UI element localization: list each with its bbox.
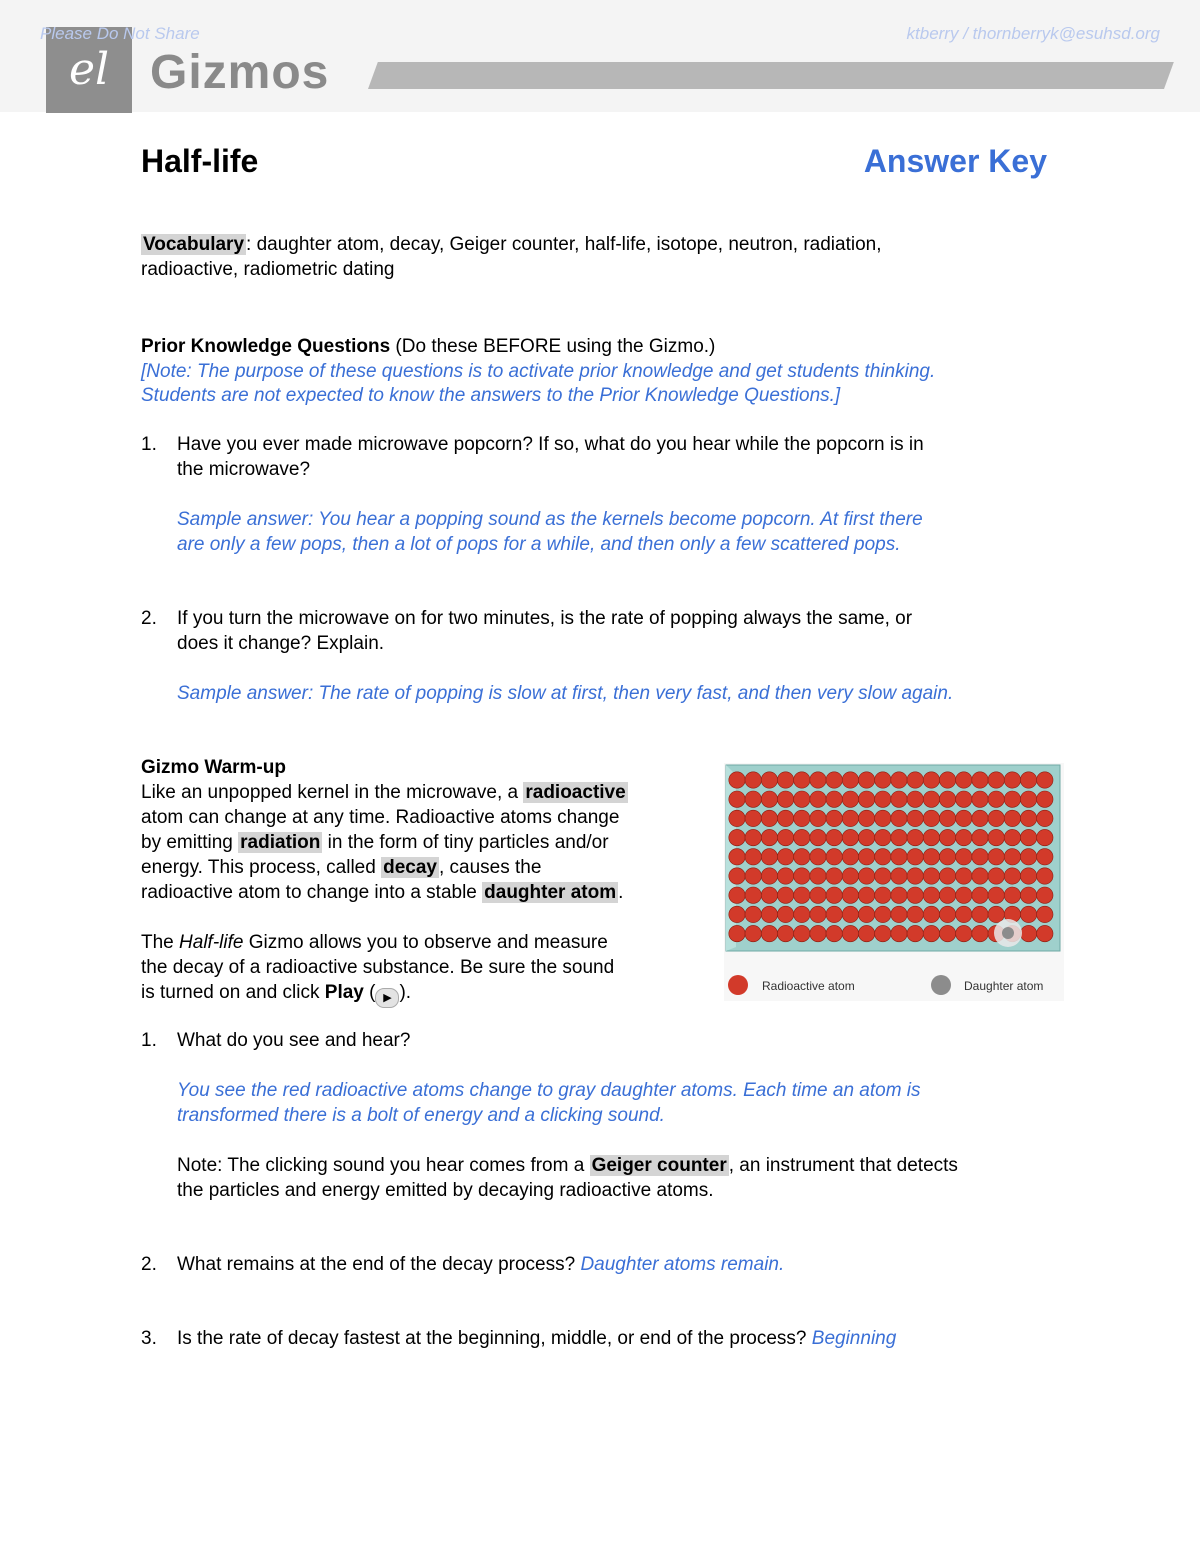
half-life-simulation-image xyxy=(724,763,1064,1001)
radioactive-atom xyxy=(826,887,842,903)
radioactive-atom xyxy=(988,887,1004,903)
radioactive-atom xyxy=(810,772,826,788)
vocabulary-terms: : daughter atom, decay, Geiger counter, half-life, isotope, neutron, radiation, xyxy=(246,234,882,255)
radioactive-atom xyxy=(777,906,793,922)
radioactive-atom xyxy=(923,887,939,903)
daughter-atom-legend-icon xyxy=(931,975,951,995)
radioactive-atom xyxy=(794,772,810,788)
question-number: 2. xyxy=(141,608,157,629)
radioactive-atom xyxy=(810,868,826,884)
radioactive-atom xyxy=(858,791,874,807)
question-number: 1. xyxy=(141,434,157,455)
radioactive-atom xyxy=(777,772,793,788)
radioactive-atom xyxy=(907,772,923,788)
radioactive-atom xyxy=(810,829,826,845)
radioactive-atom xyxy=(761,829,777,845)
radioactive-atom xyxy=(826,791,842,807)
radioactive-atom xyxy=(988,906,1004,922)
warmup-q2-text: What remains at the end of the decay process? xyxy=(177,1254,581,1275)
radioactive-atom xyxy=(1037,810,1053,826)
radioactive-atom xyxy=(777,887,793,903)
radioactive-atom xyxy=(729,849,745,865)
warmup-q3-text: Is the rate of decay fastest at the beginning, middle, or end of the process? xyxy=(177,1328,812,1349)
radioactive-atom xyxy=(842,887,858,903)
radioactive-atom xyxy=(1037,772,1053,788)
radioactive-atom xyxy=(972,906,988,922)
radioactive-atom xyxy=(875,868,891,884)
warmup-p2-text: ). xyxy=(399,982,412,1003)
prior-q2-line-2: does it change? Explain. xyxy=(177,633,385,654)
warmup-q2 xyxy=(177,1252,784,1277)
radioactive-atom xyxy=(761,906,777,922)
radioactive-atom xyxy=(745,906,761,922)
radioactive-atom xyxy=(794,810,810,826)
warmup-p1-text: energy. This process, called xyxy=(141,857,382,878)
watermark-share-notice: Please Do Not Share xyxy=(40,24,200,43)
radioactive-atom xyxy=(956,887,972,903)
radioactive-atom xyxy=(761,772,777,788)
radioactive-atom-legend-icon xyxy=(728,975,748,995)
radioactive-atom xyxy=(1037,925,1053,941)
prior-a1-line-2: are only a few pops, then a lot of pops for a while, and then only a few scattered pops. xyxy=(177,534,901,555)
radioactive-atom xyxy=(826,849,842,865)
radioactive-atom xyxy=(907,868,923,884)
radioactive-atom xyxy=(729,868,745,884)
radioactive-atom xyxy=(842,849,858,865)
radioactive-atom xyxy=(729,810,745,826)
radioactive-atom xyxy=(1004,791,1020,807)
radioactive-atom xyxy=(745,887,761,903)
radioactive-atom xyxy=(777,829,793,845)
radioactive-atom xyxy=(1004,887,1020,903)
radioactive-atom xyxy=(826,868,842,884)
radioactive-atom xyxy=(875,887,891,903)
radioactive-atom xyxy=(972,829,988,845)
radioactive-atom xyxy=(842,829,858,845)
radioactive-atom xyxy=(875,925,891,941)
header-decorative-bar xyxy=(368,62,1174,89)
geiger-note-text: Note: The clicking sound you hear comes from a xyxy=(177,1155,590,1176)
radioactive-atom xyxy=(956,925,972,941)
radioactive-atom xyxy=(729,829,745,845)
warmup-a1-line-1: You see the red radioactive atoms change to gray daughter atoms. Each time an atom is xyxy=(177,1080,921,1101)
radioactive-atom xyxy=(891,868,907,884)
radioactive-atom xyxy=(761,868,777,884)
radioactive-atom xyxy=(972,849,988,865)
radioactive-atom xyxy=(923,772,939,788)
daughter-atom xyxy=(1002,927,1014,939)
play-icon: ▶ xyxy=(375,988,399,1008)
warmup-q3 xyxy=(177,1326,896,1351)
radioactive-atom xyxy=(972,868,988,884)
radioactive-atom xyxy=(891,906,907,922)
atom-grid-illustration xyxy=(724,763,1064,1001)
vocabulary-label: Vocabulary xyxy=(143,234,245,255)
radioactive-atom xyxy=(972,791,988,807)
warmup-p1-text: in the form of tiny particles and/or xyxy=(322,832,609,853)
radioactive-atom xyxy=(810,906,826,922)
warmup-a2: Daughter atoms remain. xyxy=(580,1254,785,1275)
warmup-p1-line-1 xyxy=(141,780,628,805)
radioactive-atom xyxy=(907,925,923,941)
radioactive-atom xyxy=(939,887,955,903)
radioactive-atom xyxy=(939,849,955,865)
radioactive-atom xyxy=(745,829,761,845)
radioactive-atom xyxy=(939,791,955,807)
prior-q2-line-1: If you turn the microwave on for two minutes, is the rate of popping always the same, or xyxy=(177,608,913,629)
warmup-p2-text: Gizmo allows you to observe and measure xyxy=(243,932,608,953)
radioactive-atom xyxy=(761,849,777,865)
radioactive-atom xyxy=(875,829,891,845)
radioactive-atom xyxy=(794,849,810,865)
play-label: Play xyxy=(324,982,364,1003)
radioactive-atom xyxy=(842,810,858,826)
prior-knowledge-title: Prior Knowledge Questions xyxy=(141,336,391,357)
radioactive-atom xyxy=(875,906,891,922)
legend-daughter-label: Daughter atom xyxy=(964,979,1044,993)
warmup-p1-text: radioactive atom to change into a stable xyxy=(141,882,483,903)
legend-radioactive-label: Radioactive atom xyxy=(762,979,855,993)
radioactive-atom xyxy=(875,791,891,807)
radioactive-atom xyxy=(777,849,793,865)
radioactive-atom xyxy=(858,810,874,826)
radioactive-atom xyxy=(826,829,842,845)
radioactive-atom xyxy=(923,849,939,865)
radioactive-atom xyxy=(826,810,842,826)
radioactive-atom xyxy=(1020,887,1036,903)
radioactive-atom xyxy=(777,810,793,826)
radioactive-atom xyxy=(810,925,826,941)
warmup-p1-line-3 xyxy=(141,830,609,855)
geiger-note-line-2: the particles and energy emitted by decaying radioactive atoms. xyxy=(177,1180,714,1201)
radioactive-atom xyxy=(810,791,826,807)
radioactive-atom xyxy=(761,791,777,807)
geiger-note-text: , an instrument that detects xyxy=(728,1155,958,1176)
radioactive-atom xyxy=(729,906,745,922)
radioactive-atom xyxy=(1037,829,1053,845)
warmup-p2-line-2: the decay of a radioactive substance. Be sure the sound xyxy=(141,957,615,978)
radioactive-atom xyxy=(956,772,972,788)
geiger-note-line-1 xyxy=(177,1153,958,1178)
radioactive-atom xyxy=(745,849,761,865)
term-daughter-atom: daughter atom xyxy=(484,882,617,903)
radioactive-atom xyxy=(1020,829,1036,845)
question-number: 1. xyxy=(141,1030,157,1051)
radioactive-atom xyxy=(923,829,939,845)
radioactive-atom xyxy=(1004,810,1020,826)
question-number: 2. xyxy=(141,1254,157,1275)
radioactive-atom xyxy=(777,791,793,807)
prior-a1-line-1: Sample answer: You hear a popping sound as the kernels become popcorn. At first there xyxy=(177,509,923,530)
radioactive-atom xyxy=(1004,868,1020,884)
warmup-p2-text: The xyxy=(141,932,180,953)
radioactive-atom xyxy=(939,925,955,941)
radioactive-atom xyxy=(988,849,1004,865)
radioactive-atom xyxy=(794,925,810,941)
radioactive-atom xyxy=(1004,829,1020,845)
radioactive-atom xyxy=(794,887,810,903)
warmup-p1-line-5 xyxy=(141,880,623,905)
warmup-p1-text: by emitting xyxy=(141,832,239,853)
radioactive-atom xyxy=(794,906,810,922)
radioactive-atom xyxy=(875,772,891,788)
radioactive-atom xyxy=(842,868,858,884)
radioactive-atom xyxy=(972,810,988,826)
gizmo-name: Half-life xyxy=(179,932,244,953)
radioactive-atom xyxy=(956,849,972,865)
radioactive-atom xyxy=(1037,868,1053,884)
radioactive-atom xyxy=(777,868,793,884)
radioactive-atom xyxy=(923,810,939,826)
radioactive-atom xyxy=(923,791,939,807)
radioactive-atom xyxy=(1020,791,1036,807)
radioactive-atom xyxy=(1004,849,1020,865)
radioactive-atom xyxy=(810,887,826,903)
radioactive-atom xyxy=(907,849,923,865)
radioactive-atom xyxy=(956,810,972,826)
radioactive-atom xyxy=(729,772,745,788)
question-number: 3. xyxy=(141,1328,157,1349)
term-decay: decay xyxy=(383,857,437,878)
warmup-p1-text: Like an unpopped kernel in the microwave, a xyxy=(141,782,524,803)
radioactive-atom xyxy=(891,849,907,865)
radioactive-atom xyxy=(891,829,907,845)
warmup-p2-line-3 xyxy=(141,980,411,1008)
radioactive-atom xyxy=(858,772,874,788)
warmup-p1-line-4 xyxy=(141,855,541,880)
radioactive-atom xyxy=(1020,925,1036,941)
warmup-title: Gizmo Warm-up xyxy=(141,757,286,778)
radioactive-atom xyxy=(875,849,891,865)
radioactive-atom xyxy=(794,791,810,807)
warmup-p1-text: . xyxy=(618,882,624,903)
radioactive-atom xyxy=(842,925,858,941)
radioactive-atom xyxy=(956,791,972,807)
radioactive-atom xyxy=(988,868,1004,884)
radioactive-atom xyxy=(1020,810,1036,826)
radioactive-atom xyxy=(923,906,939,922)
radioactive-atom xyxy=(972,925,988,941)
radioactive-atom xyxy=(842,791,858,807)
radioactive-atom xyxy=(1037,849,1053,865)
radioactive-atom xyxy=(858,925,874,941)
radioactive-atom xyxy=(745,868,761,884)
radioactive-atom xyxy=(939,906,955,922)
radioactive-atom xyxy=(842,772,858,788)
warmup-p2-line-1 xyxy=(141,930,608,955)
logo-wordmark: Gizmos xyxy=(150,46,330,99)
radioactive-atom xyxy=(745,791,761,807)
radioactive-atom xyxy=(923,925,939,941)
radioactive-atom xyxy=(891,791,907,807)
radioactive-atom xyxy=(858,906,874,922)
radioactive-atom xyxy=(810,849,826,865)
term-radioactive: radioactive xyxy=(525,782,626,803)
radioactive-atom xyxy=(761,887,777,903)
radioactive-atom xyxy=(810,810,826,826)
radioactive-atom xyxy=(907,791,923,807)
radioactive-atom xyxy=(972,772,988,788)
radioactive-atom xyxy=(907,810,923,826)
warmup-p2-text: ( xyxy=(363,982,376,1003)
radioactive-atom xyxy=(988,791,1004,807)
radioactive-atom xyxy=(988,810,1004,826)
radioactive-atom xyxy=(1004,772,1020,788)
radioactive-atom xyxy=(826,906,842,922)
radioactive-atom xyxy=(988,772,1004,788)
radioactive-atom xyxy=(858,887,874,903)
watermark-user: ktberry / thornberryk@esuhsd.org xyxy=(906,24,1160,43)
prior-note-line-1: [Note: The purpose of these questions is to activate prior knowledge and get students thinking. xyxy=(141,361,936,382)
radioactive-atom xyxy=(729,925,745,941)
radioactive-atom xyxy=(858,868,874,884)
warmup-q1: What do you see and hear? xyxy=(177,1030,411,1051)
radioactive-atom xyxy=(907,906,923,922)
radioactive-atom xyxy=(891,925,907,941)
radioactive-atom xyxy=(777,925,793,941)
radioactive-atom xyxy=(939,829,955,845)
radioactive-atom xyxy=(858,849,874,865)
radioactive-atom xyxy=(761,925,777,941)
radioactive-atom xyxy=(1037,791,1053,807)
radioactive-atom xyxy=(826,772,842,788)
radioactive-atom xyxy=(891,810,907,826)
radioactive-atom xyxy=(1020,906,1036,922)
logo-mark: el xyxy=(68,44,110,95)
prior-note-line-2: Students are not expected to know the answers to the Prior Knowledge Questions.] xyxy=(141,385,841,406)
prior-a2-line-1: Sample answer: The rate of popping is slow at first, then very fast, and then very slow again. xyxy=(177,683,954,704)
radioactive-atom xyxy=(891,887,907,903)
vocabulary-line-2: radioactive, radiometric dating xyxy=(141,259,395,280)
vocabulary-line-1 xyxy=(141,232,882,257)
prior-knowledge-heading xyxy=(141,334,715,359)
term-radiation: radiation xyxy=(240,832,321,853)
radioactive-atom xyxy=(956,829,972,845)
radioactive-atom xyxy=(1037,887,1053,903)
prior-knowledge-instructions: (Do these BEFORE using the Gizmo.) xyxy=(390,336,716,357)
radioactive-atom xyxy=(745,810,761,826)
radioactive-atom xyxy=(1037,906,1053,922)
radioactive-atom xyxy=(891,772,907,788)
radioactive-atom xyxy=(745,772,761,788)
radioactive-atom xyxy=(826,925,842,941)
page-title: Half-life xyxy=(141,143,259,179)
warmup-p1-text: , causes the xyxy=(438,857,542,878)
radioactive-atom xyxy=(794,829,810,845)
prior-q1-line-2: the microwave? xyxy=(177,459,311,480)
radioactive-atom xyxy=(1020,772,1036,788)
radioactive-atom xyxy=(1020,868,1036,884)
radioactive-atom xyxy=(1020,849,1036,865)
radioactive-atom xyxy=(875,810,891,826)
radioactive-atom xyxy=(988,829,1004,845)
radioactive-atom xyxy=(956,868,972,884)
warmup-a1-line-2: transformed there is a bolt of energy and a clicking sound. xyxy=(177,1105,665,1126)
radioactive-atom xyxy=(923,868,939,884)
radioactive-atom xyxy=(761,810,777,826)
radioactive-atom xyxy=(956,906,972,922)
radioactive-atom xyxy=(907,829,923,845)
radioactive-atom xyxy=(907,887,923,903)
answer-key-label: Answer Key xyxy=(863,143,1047,179)
radioactive-atom xyxy=(939,772,955,788)
radioactive-atom xyxy=(939,810,955,826)
prior-q1-line-1: Have you ever made microwave popcorn? If so, what do you hear while the popcorn is in xyxy=(177,434,924,455)
warmup-a3: Beginning xyxy=(811,1328,897,1349)
radioactive-atom xyxy=(858,829,874,845)
warmup-p1-line-2: atom can change at any time. Radioactive atoms change xyxy=(141,807,620,828)
radioactive-atom xyxy=(729,887,745,903)
warmup-p2-text: is turned on and click xyxy=(141,982,325,1003)
radioactive-atom xyxy=(745,925,761,941)
term-geiger-counter: Geiger counter xyxy=(591,1155,727,1176)
radioactive-atom xyxy=(842,906,858,922)
radioactive-atom xyxy=(972,887,988,903)
warmup-heading xyxy=(141,755,286,780)
radioactive-atom xyxy=(939,868,955,884)
radioactive-atom xyxy=(729,791,745,807)
radioactive-atom xyxy=(794,868,810,884)
